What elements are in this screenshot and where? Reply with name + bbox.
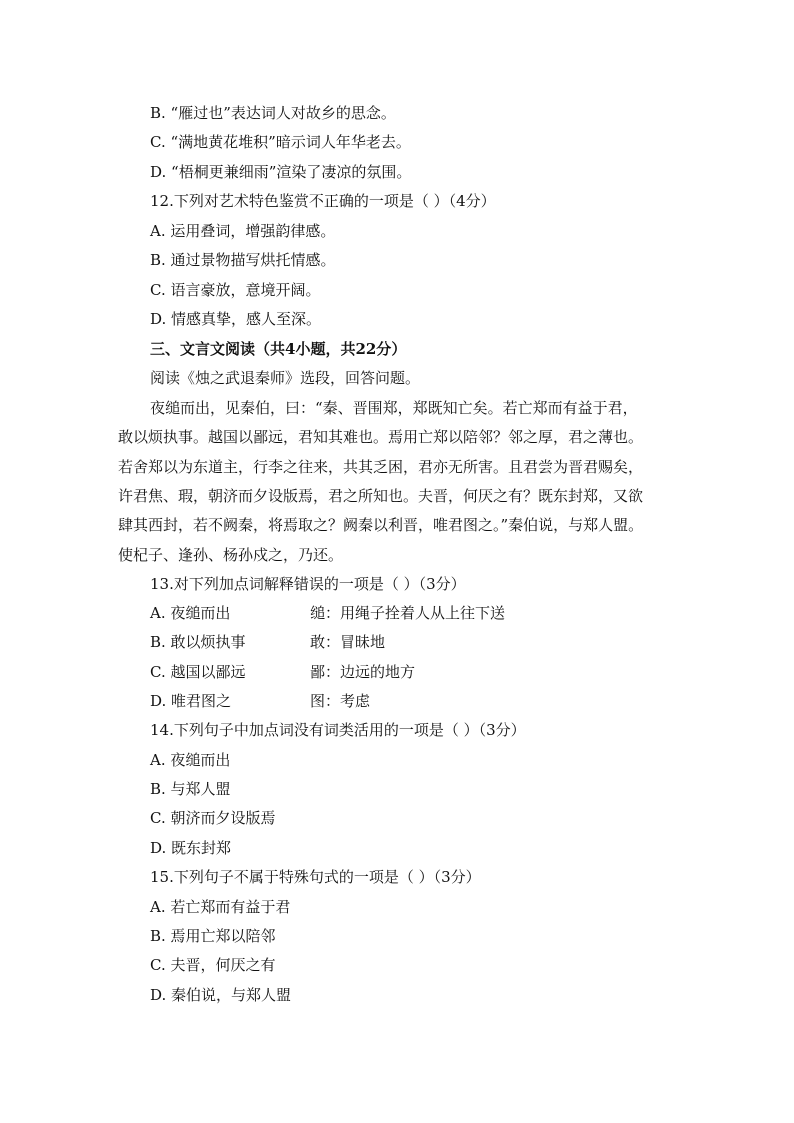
section3-intro: 阅读《烛之武退秦师》选段，回答问题。 [150, 369, 421, 387]
q15-stem: 15.下列句子不属于特殊句式的一项是（ ）（3分） [150, 868, 481, 886]
section3-heading: 三、文言文阅读（共4小题，共22分） [150, 340, 407, 358]
q14-option-a: A. 夜缒而出 [150, 751, 231, 769]
q13-stem: 13.对下列加点词解释错误的一项是（ ）（3分） [150, 575, 466, 593]
q15-option-a: A. 若亡郑而有益于君 [150, 898, 291, 916]
q14-option-c: C. 朝济而夕设版焉 [150, 809, 276, 827]
q13-option-b-word: B. 敢以烦执事 [150, 633, 246, 651]
passage-line-6: 使杞子、逢孙、杨孙戍之，乃还。 [118, 546, 344, 564]
passage-line-1: 夜缒而出，见秦伯，曰：“秦、晋围郑，郑既知亡矣。若亡郑而有益于君， [150, 399, 638, 417]
q13-option-b [150, 632, 385, 652]
passage-line-3: 若舍郑以为东道主，行李之往来，共其乏困，君亦无所害。且君尝为晋君赐矣， [118, 458, 644, 476]
q11-option-b: B. “雁过也”表达词人对故乡的思念。 [150, 104, 396, 122]
q11-option-c: C. “满地黄花堆积”暗示词人年华老去。 [150, 133, 411, 151]
q13-option-a-word: A. 夜缒而出 [150, 604, 231, 622]
q13-option-b-gloss: 敢：冒昧地 [310, 633, 386, 651]
q14-stem: 14.下列句子中加点词没有词类活用的一项是（ ）（3分） [150, 721, 526, 739]
q12-option-b: B. 通过景物描写烘托情感。 [150, 251, 336, 269]
q13-option-c-gloss: 鄙：边远的地方 [310, 663, 416, 681]
q12-option-d: D. 情感真挚，感人至深。 [150, 310, 322, 328]
q15-option-c: C. 夫晋，何厌之有 [150, 956, 276, 974]
q12-option-a: A. 运用叠词，增强韵律感。 [150, 222, 336, 240]
q15-option-d: D. 秦伯说，与郑人盟 [150, 986, 292, 1004]
q13-option-a-gloss: 缒：用绳子拴着人从上往下送 [310, 604, 506, 622]
q13-option-c [150, 662, 415, 682]
passage-line-4: 许君焦、瑕，朝济而夕设版焉，君之所知也。夫晋，何厌之有？既东封郑，又欲 [118, 487, 644, 505]
passage-line-2: 敢以烦执事。越国以鄙远，君知其难也。焉用亡郑以陪邻？邻之厚，君之薄也。 [118, 428, 644, 446]
q15-option-b: B. 焉用亡郑以陪邻 [150, 927, 276, 945]
q12-stem: 12.下列对艺术特色鉴赏不正确的一项是（ ）（4分） [150, 192, 496, 210]
q13-option-d-word: D. 唯君图之 [150, 692, 232, 710]
q13-option-d [150, 691, 370, 711]
q14-option-d: D. 既东封郑 [150, 839, 232, 857]
q13-option-d-gloss: 图：考虑 [310, 692, 371, 710]
q12-option-c: C. 语言豪放，意境开阔。 [150, 281, 321, 299]
q13-option-a [150, 603, 505, 623]
passage-line-5: 肆其西封，若不阙秦，将焉取之？阙秦以利晋，唯君图之。”秦伯说，与郑人盟。 [118, 516, 644, 534]
q11-option-d: D. “梧桐更兼细雨”渲染了凄凉的氛围。 [150, 163, 412, 181]
q14-option-b: B. 与郑人盟 [150, 780, 231, 798]
q13-option-c-word: C. 越国以鄙远 [150, 663, 246, 681]
